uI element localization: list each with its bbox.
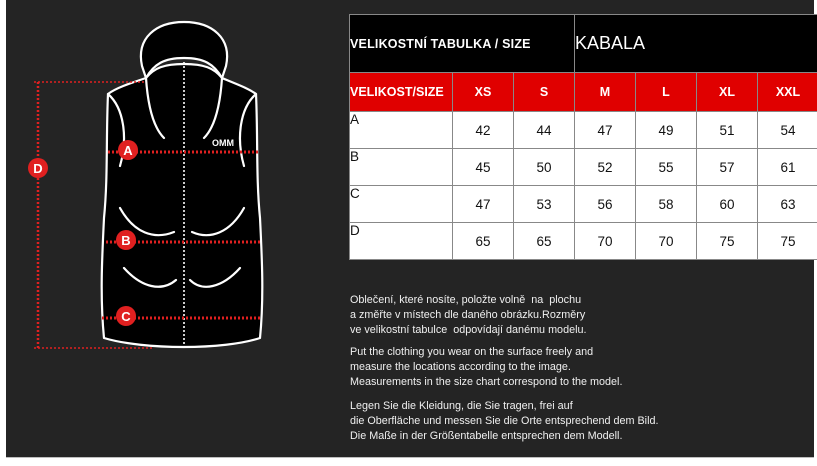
instructions-english bbox=[350, 345, 622, 390]
vest-outline bbox=[102, 22, 263, 347]
table-cell: 57 bbox=[697, 149, 758, 186]
size-column-header: L bbox=[636, 73, 697, 112]
row-label: A bbox=[350, 112, 453, 149]
note-line: Die Maße in der Größentabelle entsprechen dem Modell. bbox=[350, 430, 623, 442]
table-row bbox=[350, 223, 817, 260]
size-column-header: S bbox=[514, 73, 575, 112]
note-line: Oblečení, které nosíte, položte volně na plochu bbox=[350, 294, 582, 306]
table-row bbox=[350, 112, 817, 149]
note-line: measure the locations according to the image. bbox=[350, 361, 571, 373]
table-cell: 44 bbox=[514, 112, 575, 149]
note-line: Measurements in the size chart correspond to the model. bbox=[350, 376, 623, 388]
table-cell: 51 bbox=[697, 112, 758, 149]
size-table bbox=[349, 14, 817, 260]
size-column-header: XS bbox=[453, 73, 514, 112]
table-cell: 63 bbox=[758, 186, 817, 223]
note-line: ve velikostní tabulce odpovídají danému modelu. bbox=[350, 324, 587, 336]
table-cell: 70 bbox=[636, 223, 697, 260]
table-cell: 54 bbox=[758, 112, 817, 149]
marker-b-label: B bbox=[121, 233, 131, 248]
table-cell: 75 bbox=[697, 223, 758, 260]
table-cell: 47 bbox=[453, 186, 514, 223]
table-cell: 55 bbox=[636, 149, 697, 186]
marker-c-label: C bbox=[121, 309, 131, 324]
table-header-row bbox=[350, 73, 817, 112]
size-chart-panel bbox=[6, 0, 814, 458]
table-cell: 65 bbox=[514, 223, 575, 260]
table-cell: 61 bbox=[758, 149, 817, 186]
size-column-header: M bbox=[575, 73, 636, 112]
table-row bbox=[350, 149, 817, 186]
table-cell: 49 bbox=[636, 112, 697, 149]
table-cell: 52 bbox=[575, 149, 636, 186]
note-line: a změřte v místech dle daného obrázku.Rozměry bbox=[350, 309, 586, 321]
table-cell: 56 bbox=[575, 186, 636, 223]
marker-a-label: A bbox=[123, 143, 133, 158]
table-cell: 60 bbox=[697, 186, 758, 223]
row-label: C bbox=[350, 186, 453, 223]
vest-measurement-diagram bbox=[24, 18, 324, 358]
table-cell: 65 bbox=[453, 223, 514, 260]
vest-body bbox=[102, 64, 263, 347]
vest-logo: OMM bbox=[212, 138, 234, 148]
table-cell: 70 bbox=[575, 223, 636, 260]
size-header: VELIKOST/SIZE bbox=[350, 73, 453, 112]
size-column-header: XL bbox=[697, 73, 758, 112]
table-title-row bbox=[350, 15, 817, 73]
size-column-header: XXL bbox=[758, 73, 817, 112]
instructions-czech bbox=[350, 293, 586, 338]
table-cell: 47 bbox=[575, 112, 636, 149]
marker-d-label: D bbox=[33, 161, 43, 176]
table-cell: 58 bbox=[636, 186, 697, 223]
table-cell: 75 bbox=[758, 223, 817, 260]
note-line: Legen Sie die Kleidung, die Sie tragen, frei auf bbox=[350, 400, 573, 412]
note-line: Put the clothing you wear on the surface freely and bbox=[350, 346, 594, 358]
note-line: die Oberfläche und messen Sie die Orte entsprechend dem Bild. bbox=[350, 415, 659, 427]
row-label: D bbox=[350, 223, 453, 260]
table-row bbox=[350, 186, 817, 223]
table-brand: KABALA bbox=[575, 15, 817, 73]
table-title: VELIKOSTNÍ TABULKA / SIZE bbox=[350, 15, 575, 73]
table-cell: 50 bbox=[514, 149, 575, 186]
table-cell: 53 bbox=[514, 186, 575, 223]
table-cell: 45 bbox=[453, 149, 514, 186]
row-label: B bbox=[350, 149, 453, 186]
table-cell: 42 bbox=[453, 112, 514, 149]
instructions-german bbox=[350, 399, 659, 444]
